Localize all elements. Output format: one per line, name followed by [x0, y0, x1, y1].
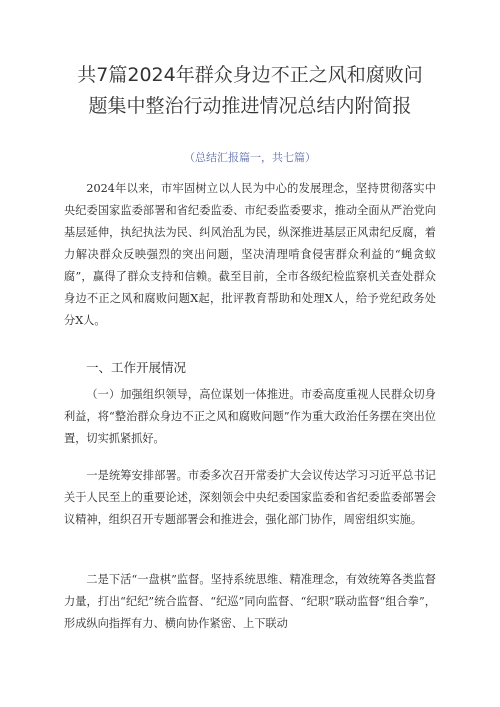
document-title: [60, 60, 440, 122]
intro-paragraph: 2024年以来，市牢固树立以人民为中心的发展理念，坚持贯彻落实中央纪委国家监委部署和省纪委监委、市纪委监委要求，推动全面从严治党向基层延伸，执纪执法为民、纠风治乱为民，纵深推进基层正风肃纪反腐，着力解决群众反映强烈的突出问题，坚决清理啃食侵害群众利益的“蝇贪蚁腐”，赢得了群众支持和信赖。截至目前，全市各级纪检监察机关查处群众身边不正之风和腐败问题X起，批评教育帮助和处理X人，给予党纪政务处分X人。: [64, 182, 436, 327]
body-paragraph: （一）加强组织领导，高位谋划一体推进。市委高度重视人民群众切身利益，将“整治群众身边不正之风和腐败问题”作为重大政治任务摆在突出位置，切实抓紧抓好。: [64, 388, 436, 445]
body-paragraph: 一是统筹安排部署。市委多次召开常委扩大会议传达学习习近平总书记关于人民至上的重要论述，深刻领会中央纪委国家监委和省纪委监委部署会议精神，组织召开专题部署会和推进会，强化部门协作，周密组织实施。: [64, 469, 436, 526]
document-subtitle: （总结汇报篇一，共七篇）: [184, 151, 316, 164]
title-line-1: 共7篇2024年群众身边不正之风和腐败问: [77, 64, 423, 86]
body-paragraph: 二是下活“一盘棋”监督。坚持系统思维、精准理念，有效统筹各类监督力量，打出“纪纪”统合监督、“纪巡”同向监督、“纪职”联动监督“组合拳”，形成纵向指挥有力、横向协作紧密、上下联动: [64, 573, 436, 630]
title-line-2: 题集中整治行动推进情况总结内附简报: [88, 95, 412, 117]
section-heading: 一、工作开展情况: [86, 360, 187, 375]
